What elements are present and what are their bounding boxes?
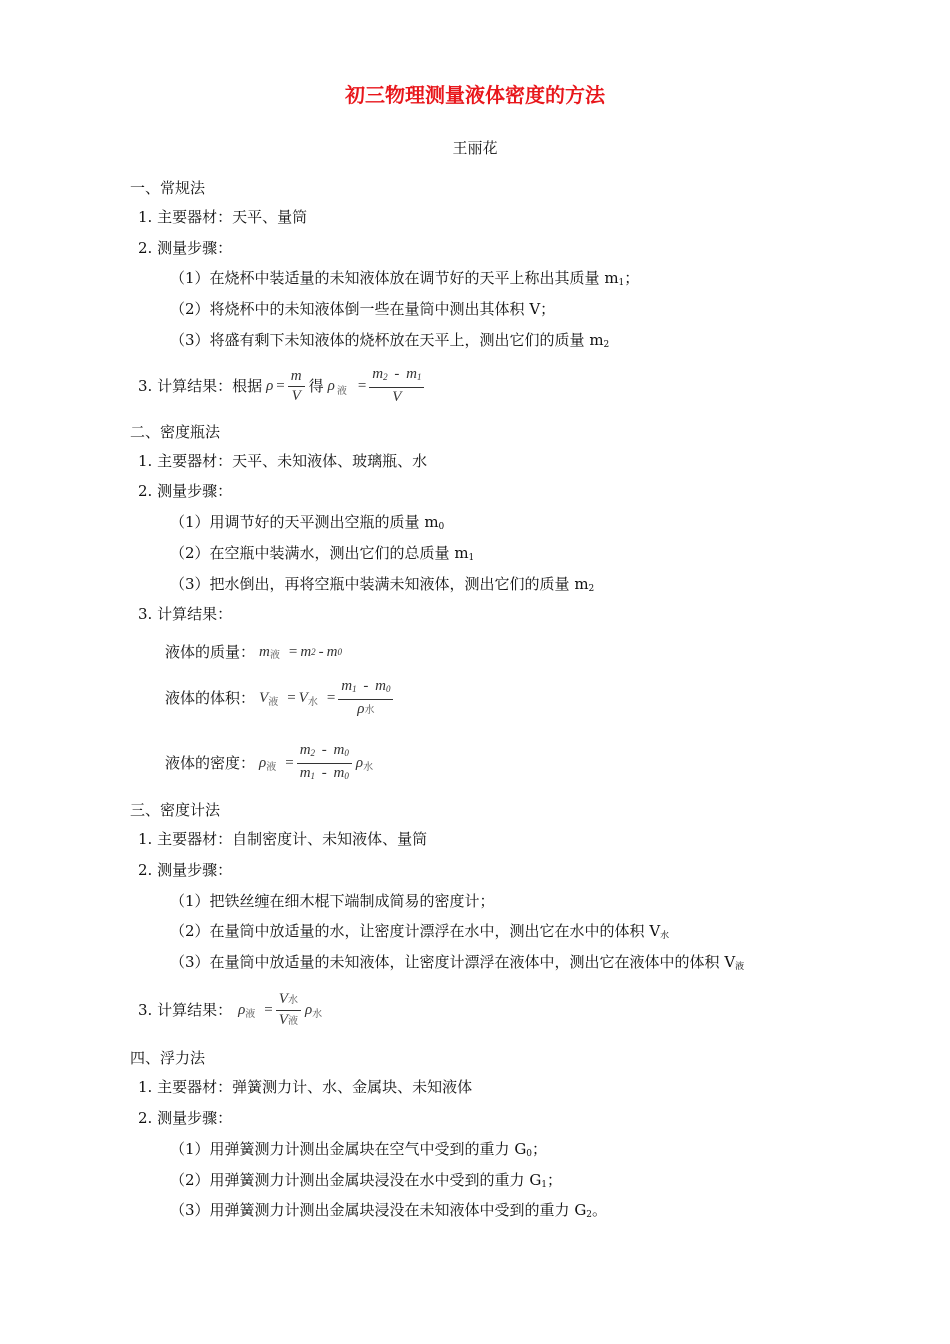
s4-steps-label: 2. 测量步骤： — [138, 1109, 233, 1127]
s4-step-1: （1）用弹簧测力计测出金属块在空气中受到的重力 $G_0$； — [170, 1140, 548, 1159]
s3-step-2: （2）在量筒中放适量的水，让密度计漂浮在水中，测出它在水中的体积 $V_水$ — [170, 922, 670, 941]
s2-step-1: （1）用调节好的天平测出空瓶的质量 $m_0$ — [170, 513, 445, 532]
s4-step-2: （2）用弹簧测力计测出金属块浸没在水中受到的重力 $G_1$； — [170, 1171, 563, 1190]
s4-equipment: 1. 主要器材：弹簧测力计、水、金属块、未知液体 — [138, 1078, 473, 1096]
section-heading-density-bottle: 二、密度瓶法 — [130, 423, 221, 441]
s2-step-3: （3）把水倒出，再将空瓶中装满未知液体，测出它们的质量 $m_2$ — [170, 575, 595, 594]
author: 王丽花 — [452, 139, 498, 157]
s2-step-2: （2）在空瓶中装满水，测出它们的总质量 $m_1$ — [170, 544, 475, 563]
s1-equipment: 1. 主要器材：天平、量筒 — [138, 208, 308, 226]
s3-steps-label: 2. 测量步骤： — [138, 861, 233, 879]
s1-step-2: （2）将烧杯中的未知液体倒一些在量筒中测出其体积 V； — [170, 300, 556, 318]
s2-density-formula: 液体的密度： ρ 液 = $\frac{m_2 - m_0}{m_1 - m_0}$ ρ 水 — [165, 741, 374, 781]
s1-formula: 3. 计算结果：根据 ρ = $\frac{m}{V}$ 得 ρ 液 = $\frac{m_2 - m_1}{V}$ — [138, 366, 424, 406]
s3-step-1: （1）把铁丝缠在细木棍下端制成简易的密度计； — [170, 892, 495, 910]
s1-steps-label: 2. 测量步骤： — [138, 239, 233, 257]
s2-equipment: 1. 主要器材：天平、未知液体、玻璃瓶、水 — [138, 452, 428, 470]
s1-step-1: （1）在烧杯中装适量的未知液体放在调节好的天平上称出其质量 $m_1$； — [170, 269, 640, 288]
s1-step-3: （3）将盛有剩下未知液体的烧杯放在天平上，测出它们的质量 $m_2$ — [170, 331, 610, 350]
s3-step-3: （3）在量筒中放适量的未知液体，让密度计漂浮在液体中，测出它在液体中的体积 $V_液$ — [170, 953, 745, 972]
section-heading-hydrometer: 三、密度计法 — [130, 801, 221, 819]
s3-formula: 3. 计算结果： ρ 液 = $\frac{\text{V水}}{\text{V液}}$ ρ 水 — [138, 990, 323, 1028]
s2-steps-label: 2. 测量步骤： — [138, 482, 233, 500]
section-heading-buoyancy: 四、浮力法 — [130, 1049, 206, 1067]
s2-volume-formula: 液体的体积： V 液 = V 水 = $\frac{m_1 - m_0}{\text{ρ水}}$ — [165, 676, 393, 720]
section-heading-conventional: 一、常规法 — [130, 179, 206, 197]
s3-equipment: 1. 主要器材：自制密度计、未知液体、量筒 — [138, 830, 428, 848]
s4-step-3: （3）用弹簧测力计测出金属块浸没在未知液体中受到的重力 $G_2$。 — [170, 1201, 608, 1220]
s2-calc-label: 3. 计算结果： — [138, 605, 233, 623]
page-title: 初三物理测量液体密度的方法 — [345, 83, 605, 107]
s2-mass-formula: 液体的质量： m 液 = m 2 - m 0 — [165, 643, 343, 661]
